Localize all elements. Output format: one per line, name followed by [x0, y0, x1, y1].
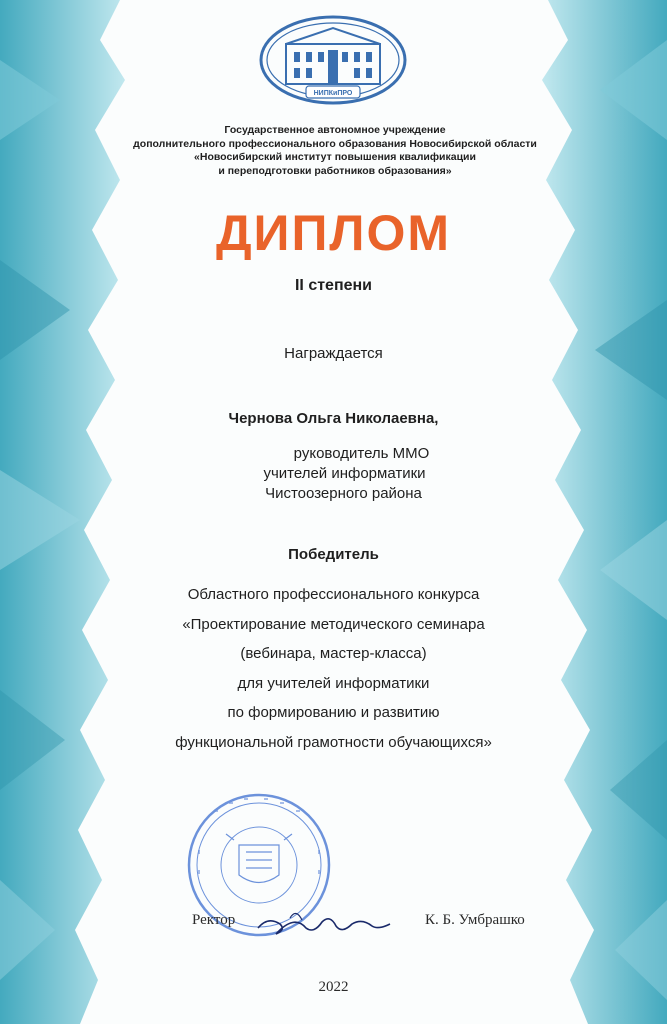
degree-label: II степени: [294, 277, 373, 294]
header-line: и переподготовки работников образования»: [218, 164, 452, 177]
position-line: учителей информатики: [263, 465, 426, 482]
institution-header: [110, 124, 560, 178]
header-line: Государственное автономное учреждение: [224, 124, 446, 136]
header-line: дополнительного профессионального образования Новосибирской области: [133, 137, 537, 150]
contest-description: [0, 580, 667, 757]
logo-label: НИПКиПРО: [313, 90, 353, 97]
recipient-name: Чернова Ольга Николаевна,: [228, 410, 439, 427]
contest-line: Областного профессионального конкурса: [187, 586, 480, 603]
rector-name: К. Б. Умбрашко: [425, 912, 525, 928]
recipient-position: [0, 444, 667, 504]
contest-line: «Проектирование методического семинара: [182, 615, 485, 633]
position-line: Чистоозерного района: [265, 485, 422, 502]
handwritten-signature: [250, 896, 410, 946]
year: 2022: [318, 979, 349, 995]
contest-line: функциональной грамотности обучающихся»: [175, 733, 492, 751]
contest-line: для учителей информатики: [237, 674, 430, 692]
position-line: руководитель ММО: [293, 445, 430, 462]
institute-logo: [258, 14, 408, 106]
winner-label: Победитель: [288, 546, 379, 563]
header-line: «Новосибирский институт повышения квалификации: [194, 151, 476, 163]
diploma-title: ДИПЛОМ: [215, 205, 452, 261]
rector-label: Ректор: [192, 912, 236, 928]
contest-line: (вебинара, мастер-класса): [240, 645, 427, 662]
contest-line: по формированию и развитию: [227, 704, 440, 721]
awarded-label: Награждается: [284, 345, 383, 362]
